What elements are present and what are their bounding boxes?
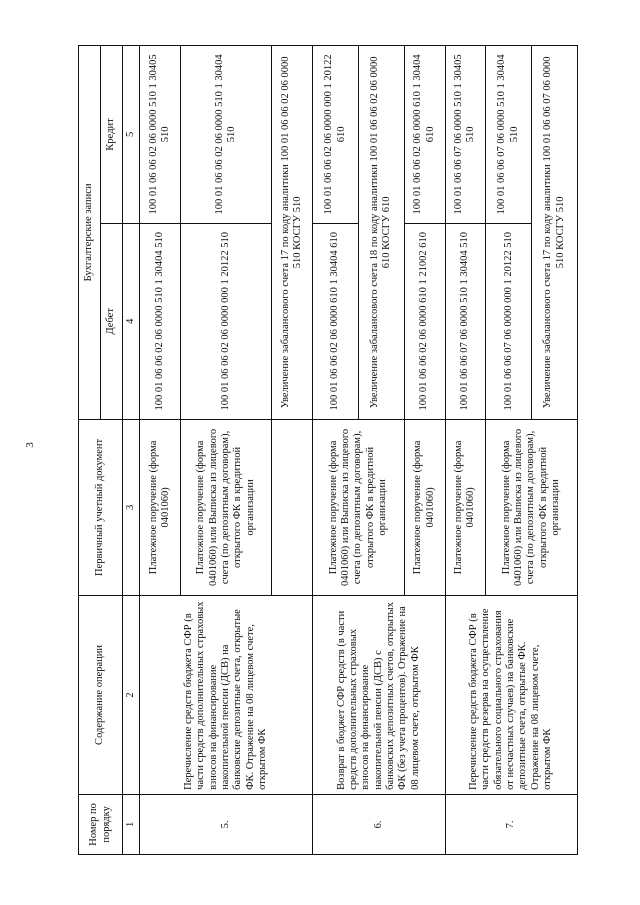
off-balance-note: Увеличение забалансового счета 18 по коду аналитики 100 01 06 06 02 06 0000 610 КОСГУ 610	[358, 46, 404, 420]
page-number: 3	[24, 442, 36, 448]
credit-account: 100 01 06 06 07 06 0000 510 1 30404 510	[486, 46, 532, 224]
debit-account: 100 01 06 06 02 06 0000 610 1 30404 610	[313, 223, 359, 419]
debit-account: 100 01 06 06 02 06 0000 000 1 20122 510	[180, 223, 272, 419]
credit-account: 100 01 06 06 07 06 0000 510 1 30405 510	[445, 46, 486, 224]
credit-account: 100 01 06 06 02 06 0000 610 1 30404 610	[404, 46, 445, 224]
column-index: 1	[123, 794, 140, 854]
column-index: 4	[123, 223, 140, 419]
rotated-page-content	[78, 45, 578, 855]
operation-content: Возврат в бюджет СФР средств (в части средств дополнительных страховых взносов на финансирование накопительной пенсии (ДСВ) с банковских депозитных счетов, открытых ФК (без учета процентов). Отражение на 08 лицевом счете, открытом ФК	[313, 596, 445, 795]
credit-account: 100 01 06 06 02 06 0000 510 1 30404 510	[180, 46, 272, 224]
debit-account: 100 01 06 06 02 06 0000 510 1 30404 510	[140, 223, 181, 419]
header-number: Номер по порядку	[79, 794, 123, 854]
table-row	[445, 46, 486, 855]
table-row	[313, 46, 359, 855]
column-index-row	[123, 46, 140, 855]
table-row	[140, 46, 181, 855]
header-credit: Кредит	[101, 46, 123, 224]
off-balance-note: Увеличение забалансового счета 17 по коду аналитики 100 01 06 06 07 06 0000 510 КОСГУ 510	[532, 46, 578, 420]
debit-account: 100 01 06 06 02 06 0000 610 1 21002 610	[404, 223, 445, 419]
primary-document: Платежное поручение (форма 0401060)	[404, 419, 445, 595]
accounting-entries-table	[78, 45, 578, 855]
primary-document: Платежное поручение (форма 0401060)	[140, 419, 181, 595]
header-debit: Дебет	[101, 223, 123, 419]
row-number: 5.	[140, 794, 313, 854]
debit-account: 100 01 06 06 07 06 0000 510 1 30404 510	[445, 223, 486, 419]
credit-account: 100 01 06 06 02 06 0000 000 1 20122 610	[313, 46, 359, 224]
header-document: Первичный учетный документ	[79, 419, 123, 595]
primary-document-empty	[272, 419, 313, 595]
off-balance-note: Увеличение забалансового счета 17 по коду аналитики 100 01 06 06 02 06 0000 510 КОСГУ 510	[272, 46, 313, 420]
operation-content: Перечисление средств бюджета СФР (в части средств дополнительных страховых взносов на финансирование накопительной пенсии (ДСВ) на банковские депозитные счета, открытые ФК. Отражение на 08 лицевом счете, открытом ФК	[140, 596, 313, 795]
header-content: Содержание операции	[79, 596, 123, 795]
column-index: 5	[123, 46, 140, 224]
row-number: 7.	[445, 794, 577, 854]
operation-content: Перечисление средств бюджета СФР (в части средств резерва на осуществление обязательного социального страхования от несчастных случаев) на банковские депозитные счета, открытые ФК. Отражение на 08 лицевом счете, открытом ФК	[445, 596, 577, 795]
primary-document: Платежное поручение (форма 0401060) или Выписка из лицевого счета (по депозитным договорам), открытого ФК в кредитной организации	[313, 419, 405, 595]
primary-document: Платежное поручение (форма 0401060)	[445, 419, 486, 595]
column-index: 2	[123, 596, 140, 795]
column-index: 3	[123, 419, 140, 595]
debit-account: 100 01 06 06 07 06 0000 000 1 20122 510	[486, 223, 532, 419]
row-number: 6.	[313, 794, 445, 854]
primary-document: Платежное поручение (форма 0401060) или Выписка из лицевого счета (по депозитным договорам), открытого ФК в кредитной организации	[486, 419, 578, 595]
header-accounting-entries: Бухгалтерские записи	[79, 46, 101, 420]
credit-account: 100 01 06 06 02 06 0000 510 1 30405 510	[140, 46, 181, 224]
primary-document: Платежное поручение (форма 0401060) или Выписка из лицевого счета (по депозитным договорам), открытого ФК в кредитной организации	[180, 419, 272, 595]
